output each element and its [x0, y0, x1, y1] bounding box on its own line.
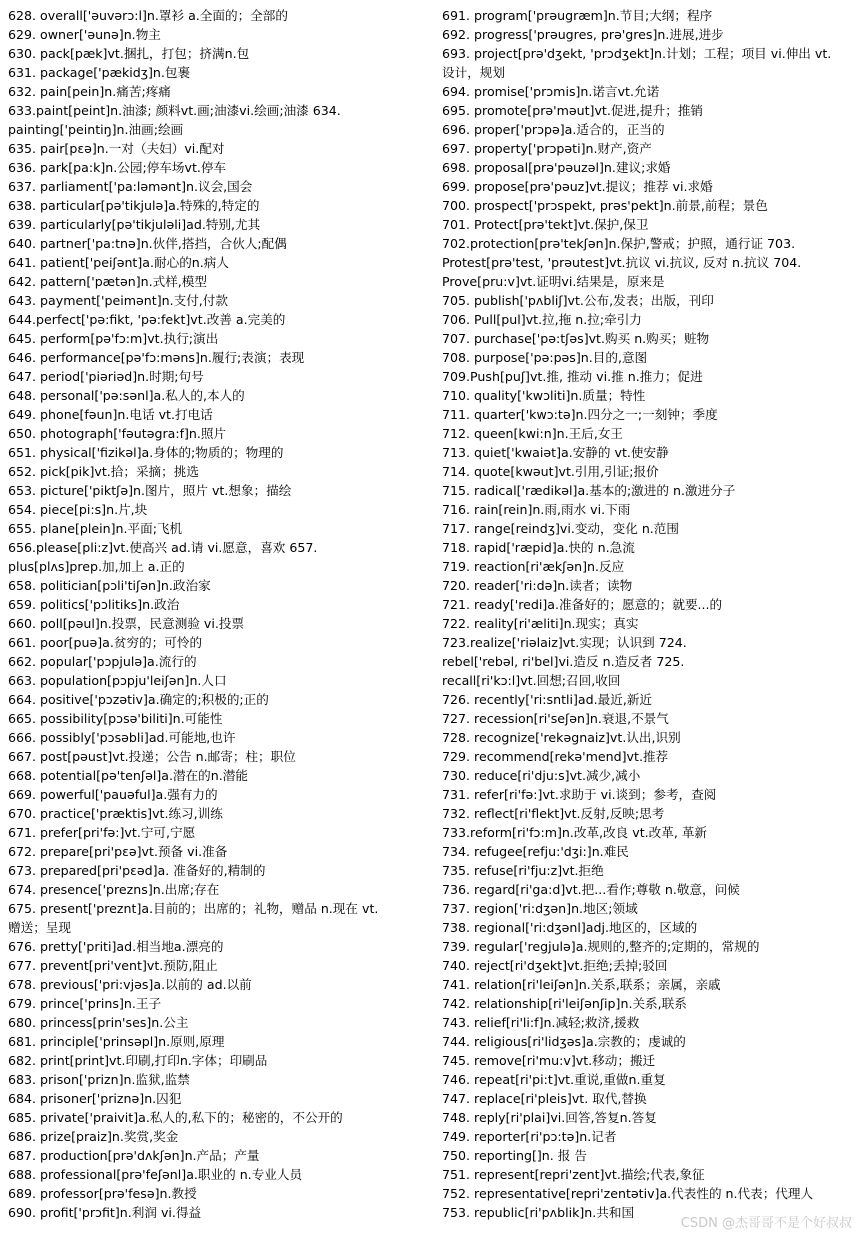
vocab-entry: 702.protection[prə'tekʃən]n.保护,警戒；护照，通行证 703. — [442, 236, 796, 251]
vocab-entry: 737. region['ri:dʒən]n.地区;领域 — [442, 901, 638, 916]
vocab-entry: 631. package['pækidʒ]n.包裹 — [8, 65, 191, 80]
vocab-entry: 682. print[print]vt.印刷,打印n.字体；印刷品 — [8, 1053, 268, 1068]
vocab-entry: 685. private['praivit]a.私人的,私下的；秘密的，不公开的 — [8, 1110, 343, 1125]
vocab-entry: 660. poll[pəul]n.投票，民意测验 vi.投票 — [8, 616, 245, 631]
vocab-entry: 741. relation[ri'leiʃən]n.关系,联系；亲属，亲戚 — [442, 977, 721, 992]
vocab-entry: 654. piece[pi:s]n.片,块 — [8, 502, 148, 517]
vocab-entry: 695. promote[prə'məut]vt.促进,提升；推销 — [442, 103, 704, 118]
vocab-entry: 638. particular[pə'tikjulə]a.特殊的,特定的 — [8, 198, 260, 213]
vocab-entry: 730. reduce[ri'dju:s]vt.减少,减小 — [442, 768, 641, 783]
vocab-entry: 710. quality['kwɔliti]n.质量；特性 — [442, 388, 646, 403]
vocab-entry: 729. recommend[rekə'mend]vt.推荐 — [442, 749, 669, 764]
vocab-entry: 743. relief[ri'li:f]n.减轻;救济,援救 — [442, 1015, 640, 1030]
vocab-entry: 720. reader['ri:də]n.读者；读物 — [442, 578, 633, 593]
vocab-entry: 699. propose[prə'pəuz]vt.提议；推荐 vi.求婚 — [442, 179, 713, 194]
vocab-entry: 644.perfect['pə:fikt, 'pə:fekt]vt.改善 a.完美的 — [8, 312, 286, 327]
vocab-entry: 632. pain[pein]n.痛苦;疼痛 — [8, 84, 171, 99]
vocab-entry: 701. Protect[prə'tekt]vt.保护,保卫 — [442, 217, 649, 232]
vocab-entry: 671. prefer[pri'fə:]vt.宁可,宁愿 — [8, 825, 196, 840]
vocab-entry: 690. profit['prɔfit]n.利润 vi.得益 — [8, 1205, 202, 1220]
vocab-entry: 745. remove[ri'mu:v]vt.移动；搬迁 — [442, 1053, 656, 1068]
vocab-entry: 665. possibility[pɔsə'biliti]n.可能性 — [8, 711, 223, 726]
vocab-entry: 706. Pull[pul]vt.拉,拖 n.拉;牵引力 — [442, 312, 642, 327]
vocab-entry: 709.Push[puʃ]vt.推, 推动 vi.推 n.推力；促进 — [442, 369, 703, 384]
vocab-entry: 714. quote[kwəut]vt.引用,引证;报价 — [442, 464, 659, 479]
vocab-entry: 687. production[prə'dʌkʃən]n.产品；产量 — [8, 1148, 260, 1163]
vocab-entry: 751. represent[repri'zent]vt.描绘;代表,象征 — [442, 1167, 705, 1182]
vocab-entry: 659. politics['pɔlitiks]n.政治 — [8, 597, 180, 612]
vocab-entry: 715. radical['rædikəl]a.基本的;激进的 n.激进分子 — [442, 483, 736, 498]
vocab-entry: 689. professor[prə'fesə]n.教授 — [8, 1186, 197, 1201]
vocab-entry: 663. population[pɔpju'leiʃən]n.人口 — [8, 673, 227, 688]
vocab-entry: 717. range[reindʒ]vi.变动，变化 n.范围 — [442, 521, 679, 536]
vocab-entry: 723.realize['riəlaiz]vt.实现；认识到 724. — [442, 635, 687, 650]
vocab-entry: 718. rapid['ræpid]a.快的 n.急流 — [442, 540, 635, 555]
vocab-entry: 661. poor[puə]a.贫穷的；可怜的 — [8, 635, 203, 650]
vocab-entry: 650. photograph['fəutəgra:f]n.照片 — [8, 426, 227, 441]
vocab-entry: 711. quarter['kwɔ:tə]n.四分之一;一刻钟；季度 — [442, 407, 718, 422]
vocab-entry: painting['peintiŋ]n.油画;绘画 — [8, 122, 184, 137]
vocab-entry: 647. period['piəriəd]n.时期;句号 — [8, 369, 204, 384]
vocab-entry: 697. property['prɔpəti]n.财产,资产 — [442, 141, 652, 156]
vocab-entry: 669. powerful['pauəful]a.强有力的 — [8, 787, 218, 802]
vocab-entry: 653. picture['piktʃə]n.图片，照片 vt.想象；描绘 — [8, 483, 292, 498]
vocab-entry: 680. princess[prin'ses]n.公主 — [8, 1015, 189, 1030]
vocab-entry: 设计，规划 — [442, 65, 505, 80]
vocab-entry: 628. overall['əuvərɔ:l]n.罩衫 a.全面的；全部的 — [8, 8, 288, 23]
vocab-entry: 727. recession[ri'seʃən]n.衰退,不景气 — [442, 711, 669, 726]
vocab-entry: 749. reporter[ri'pɔ:tə]n.记者 — [442, 1129, 617, 1144]
vocab-entry: 658. politician[pɔli'tiʃən]n.政治家 — [8, 578, 211, 593]
vocab-entry: 691. program['prəugræm]n.节目;大纲；程序 — [442, 8, 713, 23]
vocab-entry: 651. physical['fizikəl]a.身体的;物质的；物理的 — [8, 445, 284, 460]
vocab-entry: 686. prize[praiz]n.奖赏,奖金 — [8, 1129, 179, 1144]
vocab-entry: 742. relationship[ri'leiʃənʃip]n.关系,联系 — [442, 996, 687, 1011]
vocab-entry: 733.reform[ri'fɔ:m]n.改革,改良 vt.改革, 革新 — [442, 825, 708, 840]
vocab-entry: 679. prince['prins]n.王子 — [8, 996, 162, 1011]
vocab-entry: 750. reporting[]n. 报 告 — [442, 1148, 587, 1163]
vocab-entry: 635. pair[pɛə]n.一对（夫妇）vi.配对 — [8, 141, 225, 156]
vocab-entry: 652. pick[pik]vt.拾；采摘；挑选 — [8, 464, 199, 479]
vocab-entry: 640. partner['pa:tnə]n.伙伴,搭挡，合伙人;配偶 — [8, 236, 287, 251]
vocab-entry: 735. refuse[ri'fju:z]vt.拒绝 — [442, 863, 604, 878]
vocab-entry: 692. progress['prəugres, prə'gres]n.进展,进步 — [442, 27, 724, 42]
vocab-entry: 700. prospect['prɔspekt, prəs'pekt]n.前景,前程；景色 — [442, 198, 768, 213]
vocab-entry: 728. recognize['rekəgnaiz]vt.认出,识别 — [442, 730, 681, 745]
vocab-entry: Prove[pru:v]vt.证明vi.结果是，原来是 — [442, 274, 665, 289]
vocab-entry: 719. reaction[ri'ækʃən]n.反应 — [442, 559, 625, 574]
vocab-entry: 677. prevent[pri'vent]vt.预防,阻止 — [8, 958, 218, 973]
vocab-entry: 655. plane[plein]n.平面;飞机 — [8, 521, 183, 536]
vocab-entry: 648. personal['pə:sənl]a.私人的,本人的 — [8, 388, 245, 403]
vocab-entry: 712. queen[kwi:n]n.王后,女王 — [442, 426, 624, 441]
vocab-entry: 662. popular['pɔpjulə]a.流行的 — [8, 654, 197, 669]
vocab-entry: 726. recently['ri:sntli]ad.最近,新近 — [442, 692, 653, 707]
vocab-entry: 676. pretty['priti]ad.相当地a.漂亮的 — [8, 939, 224, 954]
vocab-entry: 721. ready['redi]a.准备好的；愿意的；就要...的 — [442, 597, 723, 612]
vocab-entry: 668. potential[pə'tenʃəl]a.潜在的n.潜能 — [8, 768, 248, 783]
vocab-entry: 664. positive['pɔzətiv]a.确定的;积极的;正的 — [8, 692, 269, 707]
vocab-entry: 642. pattern['pætən]n.式样,模型 — [8, 274, 207, 289]
vocab-entry: 746. repeat[ri'pi:t]vt.重说,重做n.重复 — [442, 1072, 666, 1087]
vocab-entry: 713. quiet['kwaiət]a.安静的 vt.使安静 — [442, 445, 669, 460]
vocab-entry: 656.please[pli:z]vt.使高兴 ad.请 vi.愿意，喜欢 657. — [8, 540, 318, 555]
vocab-entry: 707. purchase['pə:tʃəs]vt.购买 n.购买；赃物 — [442, 331, 710, 346]
vocab-entry: 739. regular['regjulə]a.规则的,整齐的;定期的，常规的 — [442, 939, 760, 954]
vocab-entry: 744. religious[ri'lidʒəs]a.宗教的；虔诚的 — [442, 1034, 686, 1049]
vocab-entry: 684. prisoner['priznə]n.囚犯 — [8, 1091, 182, 1106]
vocab-entry: 748. reply[ri'plai]vi.回答,答复n.答复 — [442, 1110, 657, 1125]
vocab-entry: 747. replace[ri'pleis]vt. 取代,替换 — [442, 1091, 647, 1106]
vocab-entry: 675. present['preznt]a.目前的；出席的；礼物，赠品 n.现在 vt. — [8, 901, 379, 916]
vocab-entry: 643. payment['peimənt]n.支付,付款 — [8, 293, 228, 308]
vocab-entry: 683. prison['prizn]n.监狱,监禁 — [8, 1072, 190, 1087]
vocab-entry: 670. practice['præktis]vt.练习,训练 — [8, 806, 223, 821]
vocab-entry: 734. refugee[refju:'dʒi:]n.难民 — [442, 844, 629, 859]
vocab-entry: 636. park[pa:k]n.公园;停车场vt.停车 — [8, 160, 227, 175]
vocab-entry: 698. proposal[prə'pəuzəl]n.建议;求婚 — [442, 160, 671, 175]
vocab-entry: Protest[prə'test, 'prəutest]vt.抗议 vi.抗议, 反对 n.抗议 704. — [442, 255, 802, 270]
vocab-entry: 674. presence['prezns]n.出席;存在 — [8, 882, 220, 897]
vocab-entry: 688. professional[prə'feʃənl]a.职业的 n.专业人员 — [8, 1167, 303, 1182]
left-column — [8, 6, 426, 1222]
vocab-entry: 637. parliament['pa:ləmənt]n.议会,国会 — [8, 179, 253, 194]
vocab-entry: 752. representative[repri'zentətiv]a.代表性的 n.代表；代理人 — [442, 1186, 814, 1201]
csdn-watermark: CSDN @杰哥哥不是个好叔叔 — [680, 1216, 852, 1231]
vocab-entry: 732. reflect[ri'flekt]vt.反射,反映;思考 — [442, 806, 665, 821]
vocab-entry: 722. reality[ri'æliti]n.现实；真实 — [442, 616, 639, 631]
vocab-entry: 646. performance[pə'fɔ:məns]n.履行;表演；表现 — [8, 350, 305, 365]
vocab-entry: 705. publish['pʌbliʃ]vt.公布,发表；出版，刊印 — [442, 293, 714, 308]
vocab-entry: 629. owner['əunə]n.物主 — [8, 27, 161, 42]
vocab-entry: 681. principle['prinsəpl]n.原则,原理 — [8, 1034, 225, 1049]
vocab-entry: 639. particularly[pə'tikjuləli]ad.特别,尤其 — [8, 217, 261, 232]
vocab-entry: 667. post[pəust]vt.投递；公告 n.邮寄；柱；职位 — [8, 749, 296, 764]
vocab-entry: recall[ri'kɔ:l]vt.回想;召回,收回 — [442, 673, 621, 688]
vocab-entry: plus[plʌs]prep.加,加上 a.正的 — [8, 559, 185, 574]
vocab-entry: 633.paint[peint]n.油漆; 颜料vt.画;油漆vi.绘画;油漆 634. — [8, 103, 341, 118]
vocab-entry: 740. reject[ri'dʒekt]vt.拒绝;丢掉;驳回 — [442, 958, 668, 973]
vocab-entry: 641. patient['peiʃənt]a.耐心的n.病人 — [8, 255, 229, 270]
vocab-entry: 731. refer[ri'fə:]vt.求助于 vi.谈到；参考，查阅 — [442, 787, 717, 802]
vocab-entry: 672. prepare[pri'pɛə]vt.预备 vi.准备 — [8, 844, 228, 859]
right-column — [442, 6, 852, 1222]
vocab-entry: 708. purpose['pə:pəs]n.目的,意图 — [442, 350, 648, 365]
vocab-entry: 696. proper['prɔpə]a.适合的，正当的 — [442, 122, 665, 137]
vocab-entry: 673. prepared[pri'pɛəd]a. 准备好的,精制的 — [8, 863, 266, 878]
vocab-entry: 678. previous['pri:vjəs]a.以前的 ad.以前 — [8, 977, 252, 992]
vocab-entry: 666. possibly['pɔsəbli]ad.可能地,也许 — [8, 730, 236, 745]
vocab-entry: 649. phone[fəun]n.电话 vt.打电话 — [8, 407, 213, 422]
vocab-entry: 630. pack[pæk]vt.捆扎，打包；挤满n.包 — [8, 46, 250, 61]
vocab-entry: 694. promise['prɔmis]n.诺言vt.允诺 — [442, 84, 660, 99]
vocab-entry: 738. regional['ri:dʒənl]adj.地区的，区域的 — [442, 920, 698, 935]
vocab-entry: 753. republic[ri'pʌblik]n.共和国 — [442, 1205, 635, 1220]
vocab-entry: 716. rain[rein]n.雨,雨水 vi.下雨 — [442, 502, 631, 517]
vocab-entry: rebel['rebəl, ri'bel]vi.造反 n.造反者 725. — [442, 654, 685, 669]
vocab-entry: 645. perform[pə'fɔ:m]vt.执行;演出 — [8, 331, 219, 346]
vocab-entry: 736. regard[ri'ga:d]vt.把...看作;尊敬 n.敬意，问候 — [442, 882, 740, 897]
vocab-entry: 赠送；呈现 — [8, 920, 71, 935]
vocab-entry: 693. project[prə'dʒekt, 'prɔdʒekt]n.计划；工程；项目 vi.伸出 vt. — [442, 46, 832, 61]
